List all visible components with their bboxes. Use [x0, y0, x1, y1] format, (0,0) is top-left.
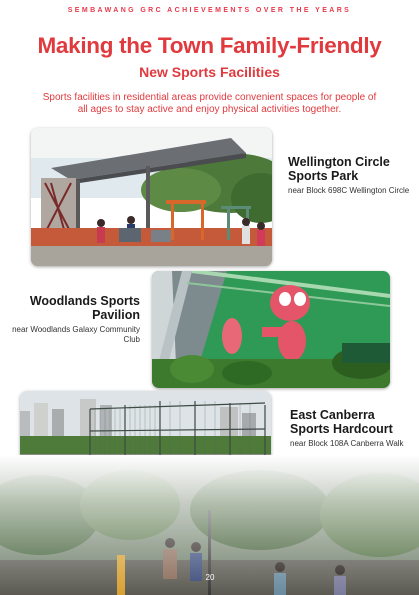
facility-location: near Block 698C Wellington Circle — [288, 186, 410, 195]
facility-name: Wellington Circle Sports Park — [288, 155, 390, 183]
facility-location: near Block 108A Canberra Walk — [290, 439, 404, 448]
facility-name: East Canberra Sports Hardcourt — [290, 408, 393, 436]
page-title: Making the Town Family-Friendly — [37, 33, 382, 58]
page-number: 20 — [205, 573, 215, 582]
series-header: SEMBAWANG GRC ACHIEVEMENTS OVER THE YEARS — [67, 7, 352, 14]
facility-name: Woodlands Sports Pavilion — [29, 294, 140, 322]
wellington-sports-park-photo — [31, 128, 272, 266]
facility-east-canberra-hardcourt — [290, 408, 415, 449]
page-subtitle: New Sports Facilities — [139, 64, 280, 80]
facility-woodlands-pavilion — [10, 294, 140, 345]
woodlands-pavilion-photo — [152, 271, 390, 388]
facility-location: near Woodlands Galaxy Community Club — [12, 325, 140, 344]
facility-wellington-circle — [288, 155, 413, 196]
intro-paragraph: Sports facilities in residential areas provide convenient spaces for people of all ages to stay active and enjoy physical activities together. — [42, 92, 377, 115]
